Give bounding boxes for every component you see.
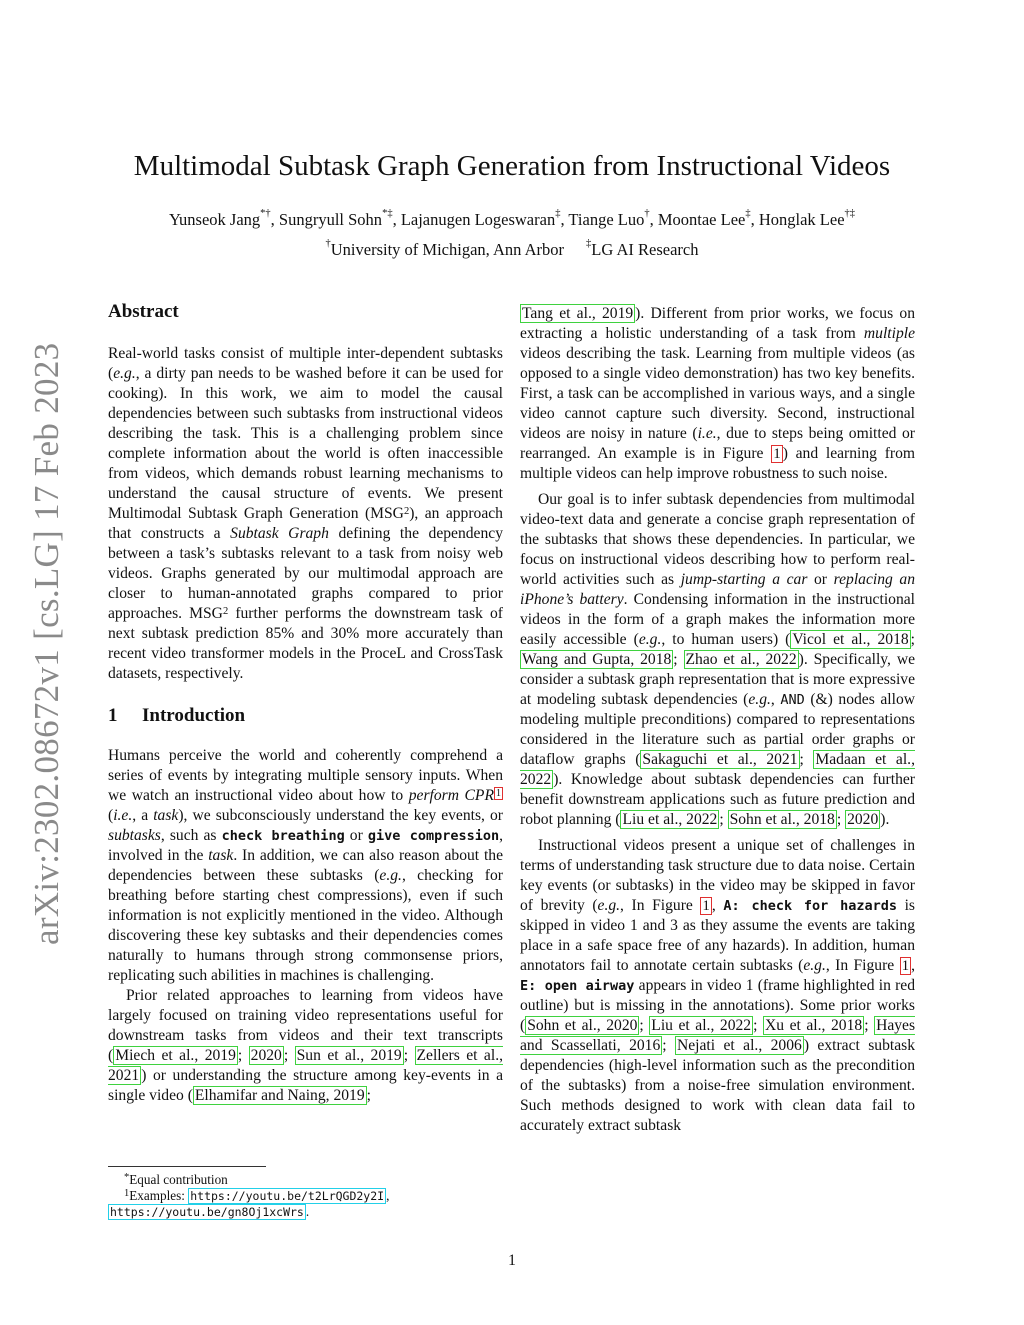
citation-link[interactable]: Madaan et al., 2022 bbox=[520, 751, 915, 788]
intro-paragraph: Our goal is to infer subtask dependencies from multimodal video-text data and generate a concise graph representation of the subtasks that shows these dependencies. In particular, we focus on instructional videos describing how to perform real-world activities such as jump-starting a car or replacing an iPhone’s battery. Condensing information in the instructional videos in the form of a graph makes the information more easily accessible (e.g., to human users) ( Vicol et al., 2018 ; Wang and Gupta, 2018 ; Zhao et al., 2022 ). Specifically, we consider a subtask graph representation that is more expressive at modeling subtask dependencies (e.g., AND (&) nodes allow modeling multiple preconditions) compared to representations considered in the literature such as partial order graphs or dataflow graphs ( Sakaguchi et al., 2021 ; Madaan et al., 2022 ). Knowledge about subtask dependencies can further benefit downstream applications such as future prediction and robot planning ( Liu et al., 2022 ; Sohn et al., 2018 ; 2020 ). bbox=[520, 491, 916, 828]
author-marks: ‡ bbox=[745, 208, 751, 219]
abstract-body: Real-world tasks consist of multiple inter-dependent subtasks (e.g., a dirty pan needs to be washed before it can be used for cooking). In this work, we aim to model the causal dependencies between such subtasks from instructional videos describing the task. This is a challenging problem since complete information about the world is often inaccessible from videos, which demands robust learning mechanisms to understand the causal structure of events. We present Multimodal Subtask Graph Generation (MSG$^2$), an approach that constructs a Subtask Graph defining the dependency between a task’s subtasks relevant to a task from noisy web videos. Graphs generated by our multimodal approach are closer to human-annotated graphs compared to prior approaches. MSG$^2$ further performs the downstream task of next subtask prediction 85% and 30% more accurately than recent video transformer models in the ProceL and CrossTask datasets, respectively. bbox=[108, 345, 503, 682]
intro-paragraph: Prior related approaches to learning from videos have largely focused on training video representations useful for downstream tasks from videos and their text transcripts ( Miech et al., 2019 ; 2020 ; Sun et al., 2019 ; Zellers et al., 2021 ) or understanding the structure among key-events in a single video ( Elhamifar and Naing, 2019 ; bbox=[108, 987, 503, 1104]
author-marks: † bbox=[644, 208, 650, 219]
author-name: Moontae Lee bbox=[657, 210, 746, 229]
figure-link[interactable]: 1 bbox=[773, 446, 781, 462]
affiliation-list: †University of Michigan, Ann Arbor ‡LG AI Research bbox=[325, 238, 699, 259]
citation-link[interactable]: Sohn et al., 2020 bbox=[527, 1017, 638, 1034]
citation-link[interactable]: Wang and Gupta, 2018 bbox=[522, 651, 672, 668]
author-name: Yunseok Jang bbox=[168, 210, 261, 229]
citation-link[interactable]: Liu et al., 2022 bbox=[651, 1017, 752, 1034]
author-name: Tiange Luo bbox=[568, 210, 645, 229]
citation-link[interactable]: 2020 bbox=[250, 1047, 282, 1064]
citation-link[interactable]: Vicol et al., 2018 bbox=[792, 631, 909, 648]
citation-link[interactable]: Hayes and Scassellati, 2016 bbox=[520, 1017, 916, 1054]
citation-link[interactable]: Sohn et al., 2018 bbox=[729, 811, 835, 828]
citation-link[interactable]: Miech et al., 2019 bbox=[115, 1047, 236, 1064]
arxiv-identifier: arXiv:2302.08672v1 [cs.LG] 17 Feb 2023 bbox=[27, 342, 66, 945]
footnotes bbox=[108, 1172, 508, 1220]
author-list: Yunseok Jang*†, Sungryull Sohn*‡, Lajanugen Logeswaran‡, Tiange Luo†, Moontae Lee‡, Honglak Lee†‡ bbox=[168, 208, 856, 229]
author-name: Lajanugen Logeswaran bbox=[400, 210, 556, 229]
citation-link[interactable]: Tang et al., 2019 bbox=[522, 305, 634, 322]
footnote-divider bbox=[108, 1166, 266, 1167]
author-marks: ‡ bbox=[555, 208, 561, 219]
citation-link[interactable]: Zhao et al., 2022 bbox=[685, 651, 797, 668]
author-name: Honglak Lee bbox=[758, 210, 845, 229]
author-marks: *‡ bbox=[382, 208, 393, 219]
example-url-link[interactable]: https://youtu.be/t2LrQGD2y2I bbox=[190, 1189, 385, 1203]
citation-link[interactable]: Nejati et al., 2006 bbox=[677, 1037, 802, 1054]
footnote-examples: $^1$Examples: https://youtu.be/t2LrQGD2y2I , https://youtu.be/gn8Oj1xcWrs . bbox=[110, 1188, 390, 1219]
citation-link[interactable]: Xu et al., 2018 bbox=[764, 1017, 863, 1034]
page-number: 1 bbox=[508, 1252, 516, 1269]
abstract-heading: Abstract bbox=[108, 301, 179, 322]
section-heading: 1 Introduction bbox=[108, 705, 246, 726]
left-column bbox=[108, 302, 503, 1106]
author-marks: *† bbox=[260, 208, 271, 219]
citation-link[interactable]: Sakaguchi et al., 2021 bbox=[642, 751, 798, 768]
intro-paragraph: Instructional videos present a unique set of challenges in terms of understanding task structure due to data noise. Certain key events (or subtasks) in the video may be skipped in favor of brevity (e.g., In Figure 1 , A: check for hazards is skipped in video 1 and 3 as they assume the events are taking place in a safe space free of any hazards). In addition, human annotators fail to annotate certain subtasks (e.g., In Figure 1 , E: open airway appears in video 1 (frame highlighted in red outline) but is missing in the annotations). Some prior works ( Sohn et al., 2020 ; Liu et al., 2022 ; Xu et al., 2018 ; Hayes and Scassellati, 2016 ; Nejati et al., 2006 ) extract subtask dependencies (high-level information such as the precondition of the subtasks) from a noise-free simulation environment. Such methods designed to work with clean data fail to accurately extract subtask bbox=[520, 837, 916, 1134]
figure-link[interactable]: 1 bbox=[702, 898, 710, 914]
citation-link[interactable]: 2020 bbox=[847, 811, 879, 828]
citation-link[interactable]: Zellers et al., 2021 bbox=[108, 1047, 503, 1084]
intro-paragraph: Tang et al., 2019 ). Different from prior works, we focus on extracting a holistic understanding of a task from multiple videos describing the task. Learning from multiple videos (as opposed to a single video demonstration) has two key benefits. First, a task can be accomplished in various ways, and a single video cannot capture such diversity. Second, instructional videos are noisy in nature (i.e., due to steps being omitted or rearranged. An example is in Figure 1 ) and learning from multiple videos can help improve robustness to such noise. bbox=[520, 305, 916, 482]
footnote-link[interactable]: 1 bbox=[495, 788, 501, 799]
citation-link[interactable]: Sun et al., 2019 bbox=[296, 1047, 402, 1064]
author-marks: †‡ bbox=[844, 208, 856, 219]
right-column bbox=[520, 304, 915, 1136]
affiliation-name: LG AI Research bbox=[591, 240, 699, 259]
author-name: Sungryull Sohn bbox=[278, 210, 383, 229]
citation-link[interactable]: Elhamifar and Naing, 2019 bbox=[194, 1087, 365, 1104]
footnote-equal-contribution: *Equal contribution bbox=[124, 1172, 228, 1187]
affiliation-name: University of Michigan, Ann Arbor bbox=[330, 240, 565, 259]
figure-link[interactable]: 1 bbox=[901, 958, 910, 974]
citation-link[interactable]: Liu et al., 2022 bbox=[622, 811, 718, 828]
intro-paragraph: Humans perceive the world and coherently comprehend a series of events by integrating multiple sensory inputs. When we watch an instructional video about how to perform CPR $^1$ (i.e., a task), we subconsciously understand the key events, or subtasks, such as check breathing or give compression, involved in the task. In addition, we can also reason about the dependencies between these subtasks (e.g., checking for breathing before starting chest compressions), even if such information is not explicitly mentioned in the video. Although discovering these key subtasks and their dependencies comes naturally to humans through strong commonsense priors, replicating such abilities in machines is challenging. bbox=[108, 747, 504, 984]
example-url-link[interactable]: https://youtu.be/gn8Oj1xcWrs bbox=[110, 1205, 304, 1219]
paper-title: Multimodal Subtask Graph Generation from Instructional Videos bbox=[133, 150, 891, 182]
